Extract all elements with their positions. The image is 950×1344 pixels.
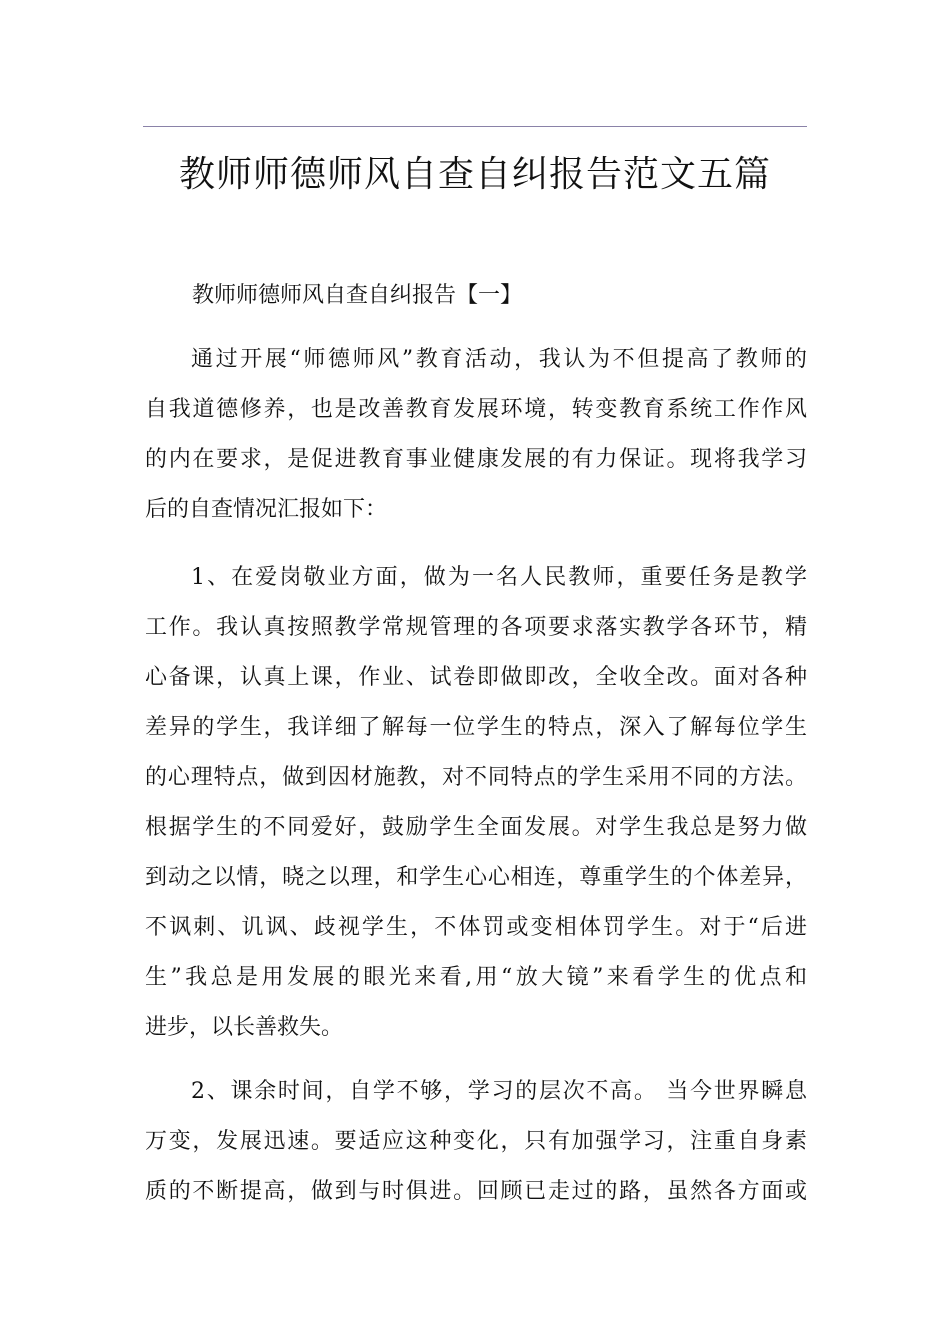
- paragraph-1: [145, 335, 807, 535]
- text-line: 到动之以情，晓之以理，和学生心心相连，尊重学生的个体差异，: [145, 865, 807, 890]
- text-line: 根据学生的不同爱好，鼓励学生全面发展。对学生我总是努力做: [145, 815, 807, 840]
- text-line: 1、在爱岗敬业方面，做为一名人民教师，重要任务是教学: [191, 565, 807, 590]
- text-line: 通过开展“师德师风”教育活动，我认为不但提高了教师的: [191, 347, 807, 372]
- text-line: 的心理特点，做到因材施教，对不同特点的学生采用不同的方法。: [145, 765, 807, 790]
- text-line: 进步，以长善救失。: [145, 1015, 344, 1040]
- text-line: 万变，发展迅速。要适应这种变化，只有加强学习，注重自身素: [145, 1129, 807, 1154]
- text-line: 自我道德修养，也是改善教育发展环境，转变教育系统工作作风: [145, 397, 807, 422]
- header-rule: [143, 126, 807, 127]
- paragraph-3: [145, 1067, 807, 1217]
- text-line: 差异的学生，我详细了解每一位学生的特点，深入了解每位学生: [145, 715, 807, 740]
- document-title: 教师师德师风自查自纠报告范文五篇: [178, 154, 771, 195]
- text-line: 的内在要求，是促进教育事业健康发展的有力保证。现将我学习: [145, 447, 807, 472]
- text-line: 后的自查情况汇报如下：: [145, 497, 388, 522]
- paragraph-2: [145, 553, 807, 1053]
- text-line: 生”我总是用发展的眼光来看,用“放大镜”来看学生的优点和: [145, 965, 807, 990]
- text-line: 工作。我认真按照教学常规管理的各项要求落实教学各环节，精: [145, 615, 807, 640]
- section-heading: 教师师德师风自查自纠报告【一】: [192, 283, 523, 308]
- text-line: 心备课，认真上课，作业、试卷即做即改，全收全改。面对各种: [145, 665, 807, 690]
- text-line: 质的不断提高，做到与时俱进。回顾已走过的路，虽然各方面或: [145, 1179, 807, 1204]
- text-line: 不讽刺、讥讽、歧视学生，不体罚或变相体罚学生。对于“后进: [145, 915, 807, 940]
- text-line: 2、课余时间，自学不够，学习的层次不高。 当今世界瞬息: [191, 1079, 807, 1104]
